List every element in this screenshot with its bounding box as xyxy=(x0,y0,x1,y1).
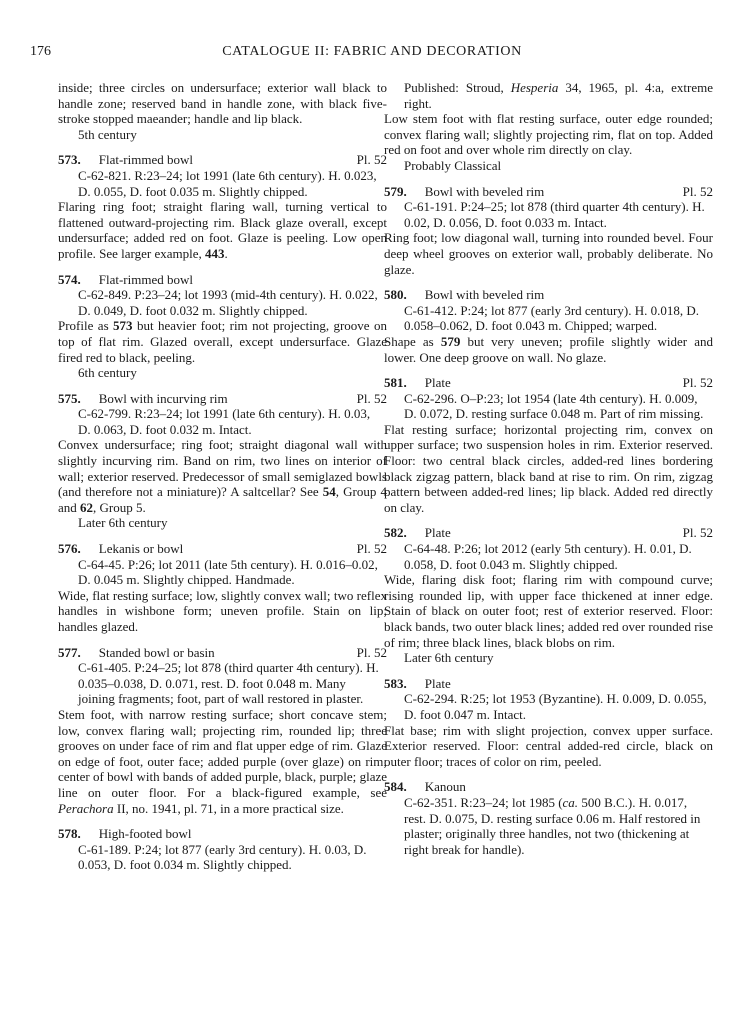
plate-ref: Pl. 52 xyxy=(356,390,387,406)
entry-name: High-footed bowl xyxy=(98,826,192,842)
entry-577-meta: C-61-405. P:24–25; lot 878 (third quarter 4th century). H. 0.035–0.038, D. 0.071, rest. D. foot 0.048 m. Many joining fragments; foot, part of wall restored in plaster. xyxy=(78,660,379,707)
entry-name: Bowl with beveled rim xyxy=(424,287,545,303)
entry-number: 583. xyxy=(384,675,407,691)
italic-title: Perachora xyxy=(58,800,114,816)
entry-575-date: Later 6th century xyxy=(78,515,168,531)
entry-name: Flat-rimmed bowl xyxy=(98,152,193,168)
carryover-text: inside; three circles on undersurface; exterior wall black to handle zone; reserved band in handle zone, with black five-stroke stopped maeander; handle and lip black. xyxy=(58,80,387,127)
entry-578-meta: C-61-189. P:24; lot 877 (early 3rd century). H. 0.03, D. 0.053, D. foot 0.034 m. Slightly chipped. xyxy=(78,841,367,873)
entry-580-heading xyxy=(384,287,713,303)
plate-ref: Pl. 52 xyxy=(356,541,387,557)
entry-579-heading xyxy=(384,184,713,200)
italic-abbrev: ca. xyxy=(562,794,579,810)
entry-583-heading xyxy=(384,676,713,692)
entry-582-date: Later 6th century xyxy=(404,650,494,666)
entry-584-heading xyxy=(384,779,713,795)
entry-name: Standed bowl or basin xyxy=(98,644,215,660)
entry-number: 573. xyxy=(58,152,81,168)
entry-582-description: Wide, flaring disk foot; flaring rim with compound curve; rising rounded lip, with upper face thickened at inner edge. Stain of black on outer foot; rest of exterior reserved. Floor: black bands, two outer black lines; added red over rounded rise of rim; three black lines, black blobs on rim. xyxy=(384,572,713,650)
entry-578-published: Published: Stroud, Hesperia 34, 1965, pl. 4:a, extreme right. xyxy=(404,80,713,111)
entry-name: Plate xyxy=(424,525,451,541)
entry-579-meta: C-61-191. P:24–25; lot 878 (third quarter 4th century). H. 0.02, D. 0.056, D. foot 0.033 m. Intact. xyxy=(404,199,705,230)
cross-reference: 443 xyxy=(205,245,225,261)
italic-title: Hesperia xyxy=(510,80,559,95)
entry-574-date: 6th century xyxy=(78,365,137,381)
entry-number: 582. xyxy=(384,525,407,541)
right-column xyxy=(384,80,713,857)
entry-575-meta: C-62-799. R:23–24; lot 1991 (late 6th century). H. 0.03, D. 0.063, D. foot 0.032 m. Intact. xyxy=(78,406,371,437)
entry-number: 579. xyxy=(384,183,407,199)
entry-579-description: Ring foot; low diagonal wall, turning into rounded bevel. Four deep wheel grooves on exterior wall, probably deliberate. No glaze. xyxy=(384,230,713,277)
plate-ref: Pl. 52 xyxy=(356,644,387,660)
entry-name: Bowl with incurving rim xyxy=(98,390,228,406)
cross-reference: 573 xyxy=(113,318,133,334)
cross-reference: 62 xyxy=(80,499,94,515)
entry-578-heading xyxy=(58,826,387,842)
entry-number: 578. xyxy=(58,826,81,842)
entry-577-heading xyxy=(58,645,387,661)
cross-reference: 579 xyxy=(440,333,461,349)
entry-number: 575. xyxy=(58,390,81,406)
entry-574-meta: C-62-849. P:23–24; lot 1993 (mid-4th century). H. 0.022, D. 0.049, D. foot 0.032 m. Slightly chipped. xyxy=(78,287,378,318)
page-number: 176 xyxy=(30,44,51,59)
plate-ref: Pl. 52 xyxy=(682,375,713,391)
entry-578-description: Low stem foot with flat resting surface, outer edge rounded; convex flaring wall; slightly projecting rim, flat on top. Added red on foot and over whole rim directly on clay. xyxy=(384,111,713,158)
entry-number: 576. xyxy=(58,541,81,557)
entry-577-description: Stem foot, with narrow resting surface; short concave stem; low, convex flaring wall; projecting rim, rounded lip; three grooves on under face of rim and flat upper edge of rim. Glaze on edge of foot, outer face; added purple (over glaze) on rim; center of bowl with bands of added purple, black, purple; glaze line on outer floor. For a black-figured example, see Perachora II, no. 1941, pl. 71, in a more practical size. xyxy=(58,706,387,816)
entry-581-heading xyxy=(384,375,713,391)
running-title: CATALOGUE II: FABRIC AND DECORATION xyxy=(222,44,522,59)
left-column xyxy=(58,80,387,873)
entry-580-description: Shape as 579 but very uneven; profile slightly wider and lower. One deep groove on wall. No glaze. xyxy=(384,333,713,365)
plate-ref: Pl. 52 xyxy=(682,525,713,541)
entry-576-meta: C-64-45. P:26; lot 2011 (late 5th century). H. 0.016–0.02, D. 0.045 m. Slightly chipped. Handmade. xyxy=(78,556,378,588)
entry-583-description: Flat base; rim with slight projection, convex upper surface. Exterior reserved. Floor: central added-red circle, black on outer floor; traces of color on rim, peeled. xyxy=(384,722,713,769)
entry-name: Bowl with beveled rim xyxy=(424,183,545,199)
entry-581-meta: C-62-296. O–P:23; lot 1954 (late 4th century). H. 0.009, D. 0.072, D. resting surface 0.048 m. Part of rim missing. xyxy=(404,390,704,422)
entry-582-meta: C-64-48. P:26; lot 2012 (early 5th century). H. 0.01, D. 0.058, D. foot 0.043 m. Slightly chipped. xyxy=(404,541,692,572)
entry-number: 584. xyxy=(384,779,407,795)
entry-name: Lekanis or bowl xyxy=(98,541,184,557)
entry-575-description: Convex undersurface; ring foot; straight diagonal wall with slightly incurving rim. Band on rim, two lines on interior of wall; exterior reserved. Predecessor of small semiglazed bowls (and therefore not a miniature)? A saltcellar? See 54, Group 4 and 62, Group 5. xyxy=(58,437,387,515)
entry-number: 574. xyxy=(58,271,81,287)
entry-575-heading xyxy=(58,391,387,407)
entry-name: Flat-rimmed bowl xyxy=(98,271,193,287)
entry-name: Kanoun xyxy=(424,779,466,795)
entry-573-description: Flaring ring foot; straight flaring wall, turning vertical to flattened outward-projecting rim. Black glaze overall, except undersurface; added red on foot. Glaze is peeling. Low open profile. See larger example, 443. xyxy=(58,199,387,261)
entry-578-date: Probably Classical xyxy=(404,157,502,173)
carryover-date: 5th century xyxy=(78,126,137,142)
entry-574-heading xyxy=(58,272,387,288)
entry-582-heading xyxy=(384,525,713,541)
entry-573-heading xyxy=(58,152,387,168)
entry-576-heading xyxy=(58,541,387,557)
entry-581-description: Flat resting surface; horizontal projecting rim, convex on upper surface; two suspension holes in rim. Exterior reserved. Floor: two central black circles, added-red lines bordering black zigzag pattern, black band at rise to rim. On rim, zigzag pattern between added-red lines; lip black. Added red directly on clay. xyxy=(384,421,713,515)
entry-584-meta: C-62-351. R:23–24; lot 1985 (ca. 500 B.C.). H. 0.017, rest. D. 0.075, D. resting surface 0.06 m. Half restored in plaster; originally three handles, not two (thickening at right break for handle). xyxy=(404,794,701,857)
entry-name: Plate xyxy=(424,675,451,691)
entry-573-meta: C-62-821. R:23–24; lot 1991 (late 6th century). H. 0.023, D. 0.055, D. foot 0.035 m. Slightly chipped. xyxy=(78,167,377,199)
plate-ref: Pl. 52 xyxy=(356,152,387,168)
entry-number: 577. xyxy=(58,644,81,660)
plate-ref: Pl. 52 xyxy=(682,183,713,199)
entry-580-meta: C-61-412. P:24; lot 877 (early 3rd century). H. 0.018, D. 0.058–0.062, D. foot 0.043 m. Chipped; warped. xyxy=(404,302,699,334)
entry-576-description: Wide, flat resting surface; low, slightly convex wall; two reflex handles in wishbone form; uneven profile. Stain on lip; handles glazed. xyxy=(58,587,387,634)
entry-name: Plate xyxy=(424,375,451,391)
entry-number: 580. xyxy=(384,287,407,303)
entry-number: 581. xyxy=(384,375,407,391)
entry-583-meta: C-62-294. R:25; lot 1953 (Byzantine). H. 0.009, D. 0.055, D. foot 0.047 m. Intact. xyxy=(404,691,707,722)
entry-574-description: Profile as 573 but heavier foot; rim not projecting, groove on top of flat rim. Glazed overall, except undersurface. Glaze fired red to black, peeling. xyxy=(58,318,387,365)
cross-reference: 54 xyxy=(322,484,336,500)
